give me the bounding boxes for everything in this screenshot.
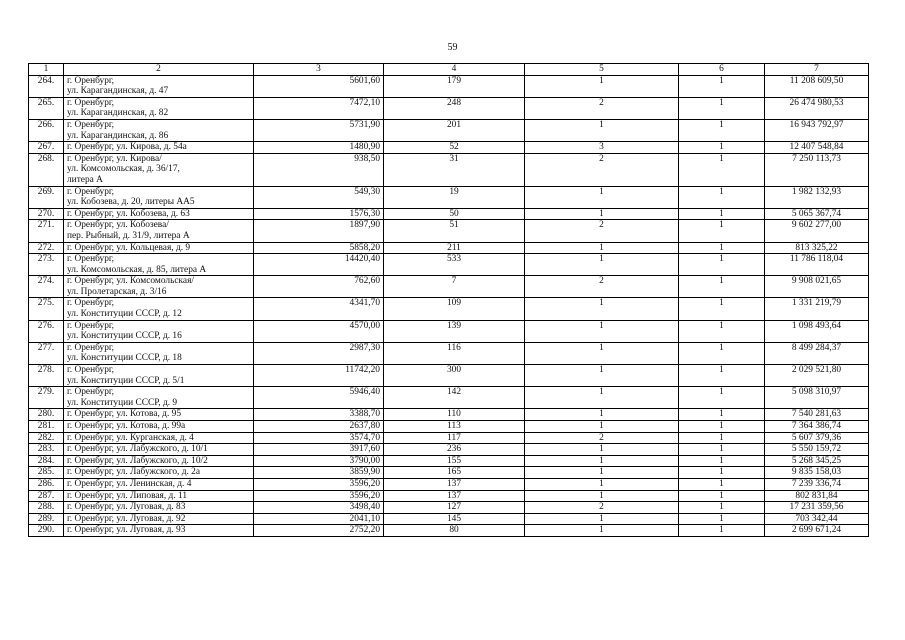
address-line: г. Оренбург, ул. Луговая, д. 92 xyxy=(67,513,186,524)
col4-value: 236 xyxy=(384,444,525,456)
address-cell xyxy=(64,490,254,502)
column-header: 5 xyxy=(525,64,679,76)
col3-value: 3388,70 xyxy=(254,409,384,421)
col3-value: 5601,60 xyxy=(254,75,384,97)
address-cell xyxy=(64,409,254,421)
address-line: г. Оренбург, xyxy=(67,254,115,265)
col7-value: 2 029 521,80 xyxy=(765,365,869,387)
address-cell xyxy=(64,455,254,467)
col4-value: 155 xyxy=(384,455,525,467)
col7-value: 11 786 118,04 xyxy=(765,254,869,276)
col5-value: 1 xyxy=(525,387,679,409)
address-line: г. Оренбург, ул. Кобозева, д. 63 xyxy=(67,208,190,219)
row-number: 267. xyxy=(29,142,64,154)
row-number: 273. xyxy=(29,254,64,276)
col3-value: 7472,10 xyxy=(254,97,384,119)
address-cell xyxy=(64,342,254,364)
row-number: 276. xyxy=(29,320,64,342)
table-row xyxy=(29,97,869,119)
col5-value: 1 xyxy=(525,467,679,479)
col7-value: 7 364 386,74 xyxy=(765,421,869,433)
address-line: г. Оренбург, xyxy=(67,342,115,353)
row-number: 282. xyxy=(29,432,64,444)
col7-value: 12 407 548,84 xyxy=(765,142,869,154)
col5-value: 1 xyxy=(525,365,679,387)
table-row xyxy=(29,409,869,421)
table-row xyxy=(29,220,869,242)
address-cell xyxy=(64,119,254,141)
address-cell xyxy=(64,320,254,342)
col4-value: 116 xyxy=(384,342,525,364)
address-line: ул. Конституции СССР, д. 5/1 xyxy=(67,375,185,386)
col7-value: 7 239 336,74 xyxy=(765,478,869,490)
row-number: 277. xyxy=(29,342,64,364)
table-row xyxy=(29,119,869,141)
col4-value: 248 xyxy=(384,97,525,119)
address-cell xyxy=(64,502,254,514)
col5-value: 2 xyxy=(525,220,679,242)
table-row xyxy=(29,365,869,387)
address-line: г. Оренбург, xyxy=(67,97,115,108)
address-line: г. Оренбург, xyxy=(67,298,115,309)
col4-value: 19 xyxy=(384,186,525,208)
col5-value: 1 xyxy=(525,254,679,276)
table-row xyxy=(29,75,869,97)
col4-value: 31 xyxy=(384,153,525,186)
address-line: ул. Карагандинская, д. 82 xyxy=(67,108,169,119)
row-number: 284. xyxy=(29,455,64,467)
row-number: 270. xyxy=(29,208,64,220)
address-cell xyxy=(64,513,254,525)
col6-value: 1 xyxy=(679,365,765,387)
address-line: ул. Кобозева, д. 20, литеры АА5 xyxy=(67,197,195,208)
col4-value: 139 xyxy=(384,320,525,342)
col7-value: 5 268 345,25 xyxy=(765,455,869,467)
col5-value: 1 xyxy=(525,478,679,490)
table-row xyxy=(29,478,869,490)
col6-value: 1 xyxy=(679,97,765,119)
address-line: г. Оренбург, xyxy=(67,186,115,197)
col7-value: 5 065 367,74 xyxy=(765,208,869,220)
address-line: ул. Карагандинская, д. 47 xyxy=(67,86,169,97)
col3-value: 549,30 xyxy=(254,186,384,208)
address-line: г. Оренбург, xyxy=(67,387,115,398)
col6-value: 1 xyxy=(679,220,765,242)
col3-value: 4341,70 xyxy=(254,298,384,320)
col3-value: 3596,20 xyxy=(254,478,384,490)
col4-value: 145 xyxy=(384,513,525,525)
table-row xyxy=(29,254,869,276)
address-line: г. Оренбург, ул. Кобозева/ xyxy=(67,220,169,231)
address-line: г. Оренбург, xyxy=(67,75,115,86)
row-number: 285. xyxy=(29,467,64,479)
address-cell xyxy=(64,387,254,409)
col5-value: 1 xyxy=(525,444,679,456)
col3-value: 2637,80 xyxy=(254,421,384,433)
address-cell xyxy=(64,142,254,154)
col4-value: 109 xyxy=(384,298,525,320)
address-line: г. Оренбург, ул. Курганская, д. 4 xyxy=(67,432,194,443)
col3-value: 3574,70 xyxy=(254,432,384,444)
col4-value: 50 xyxy=(384,208,525,220)
col3-value: 2041,10 xyxy=(254,513,384,525)
col5-value: 1 xyxy=(525,421,679,433)
col3-value: 1480,90 xyxy=(254,142,384,154)
col6-value: 1 xyxy=(679,142,765,154)
address-line: ул. Пролетарская, д. 3/16 xyxy=(67,286,167,297)
address-line: г. Оренбург, ул. Лабужского, д. 10/1 xyxy=(67,444,208,455)
col4-value: 51 xyxy=(384,220,525,242)
col5-value: 1 xyxy=(525,513,679,525)
col6-value: 1 xyxy=(679,432,765,444)
table-row xyxy=(29,153,869,186)
col6-value: 1 xyxy=(679,342,765,364)
col4-value: 211 xyxy=(384,242,525,254)
table-row xyxy=(29,142,869,154)
col7-value: 5 550 159,72 xyxy=(765,444,869,456)
address-line: ул. Конституции СССР, д. 18 xyxy=(67,353,182,364)
col7-value: 1 331 219,79 xyxy=(765,298,869,320)
col4-value: 533 xyxy=(384,254,525,276)
col7-value: 813 325,22 xyxy=(765,242,869,254)
col6-value: 1 xyxy=(679,467,765,479)
col6-value: 1 xyxy=(679,276,765,298)
col5-value: 2 xyxy=(525,502,679,514)
address-line: г. Оренбург, ул. Луговая, д. 83 xyxy=(67,502,186,513)
column-header: 4 xyxy=(384,64,525,76)
row-number: 266. xyxy=(29,119,64,141)
col7-value: 5 607 379,36 xyxy=(765,432,869,444)
col4-value: 113 xyxy=(384,421,525,433)
page-number: 59 xyxy=(447,42,458,53)
col3-value: 11742,20 xyxy=(254,365,384,387)
address-line: ул. Конституции СССР, д. 12 xyxy=(67,309,182,320)
address-cell xyxy=(64,186,254,208)
col4-value: 127 xyxy=(384,502,525,514)
address-line: г. Оренбург, ул. Луговая, д. 93 xyxy=(67,525,186,536)
address-cell xyxy=(64,525,254,537)
col7-value: 16 943 792,97 xyxy=(765,119,869,141)
col6-value: 1 xyxy=(679,387,765,409)
row-number: 288. xyxy=(29,502,64,514)
address-cell xyxy=(64,432,254,444)
address-line: ул. Комсомольская, д. 85, литера А xyxy=(67,264,207,275)
address-line: ул. Комсомольская, д. 36/17, xyxy=(67,164,180,175)
row-number: 268. xyxy=(29,153,64,186)
col4-value: 300 xyxy=(384,365,525,387)
col5-value: 1 xyxy=(525,75,679,97)
col7-value: 1 982 132,93 xyxy=(765,186,869,208)
col4-value: 7 xyxy=(384,276,525,298)
col4-value: 110 xyxy=(384,409,525,421)
col5-value: 3 xyxy=(525,142,679,154)
header-row xyxy=(29,64,869,76)
address-cell xyxy=(64,276,254,298)
col7-value: 17 231 359,56 xyxy=(765,502,869,514)
row-number: 272. xyxy=(29,242,64,254)
table-body xyxy=(29,75,869,536)
col4-value: 137 xyxy=(384,478,525,490)
address-line: г. Оренбург, ул. Кирова/ xyxy=(67,153,162,164)
column-header: 2 xyxy=(64,64,254,76)
col7-value: 2 699 671,24 xyxy=(765,525,869,537)
table-row xyxy=(29,387,869,409)
address-line: г. Оренбург, ул. Ленинская, д. 4 xyxy=(67,478,192,489)
address-cell xyxy=(64,254,254,276)
col3-value: 5858,20 xyxy=(254,242,384,254)
row-number: 283. xyxy=(29,444,64,456)
address-line: литера А xyxy=(67,174,103,185)
address-cell xyxy=(64,298,254,320)
col5-value: 1 xyxy=(525,186,679,208)
address-line: г. Оренбург, ул. Котова, д. 99а xyxy=(67,421,186,431)
col7-value: 26 474 980,53 xyxy=(765,97,869,119)
col6-value: 1 xyxy=(679,502,765,514)
col7-value: 11 208 609,50 xyxy=(765,75,869,97)
col3-value: 938,50 xyxy=(254,153,384,186)
col5-value: 1 xyxy=(525,242,679,254)
col4-value: 137 xyxy=(384,490,525,502)
row-number: 280. xyxy=(29,409,64,421)
col6-value: 1 xyxy=(679,153,765,186)
address-line: г. Оренбург, ул. Комсомольская/ xyxy=(67,276,195,287)
column-header: 6 xyxy=(679,64,765,76)
col4-value: 142 xyxy=(384,387,525,409)
row-number: 274. xyxy=(29,276,64,298)
row-number: 290. xyxy=(29,525,64,537)
col3-value: 1576,30 xyxy=(254,208,384,220)
col3-value: 1897,90 xyxy=(254,220,384,242)
row-number: 287. xyxy=(29,490,64,502)
table-row xyxy=(29,467,869,479)
col3-value: 3859,90 xyxy=(254,467,384,479)
table-row xyxy=(29,298,869,320)
col5-value: 1 xyxy=(525,490,679,502)
col7-value: 5 098 310,97 xyxy=(765,387,869,409)
table-row xyxy=(29,502,869,514)
col5-value: 1 xyxy=(525,208,679,220)
col6-value: 1 xyxy=(679,186,765,208)
col3-value: 14420,40 xyxy=(254,254,384,276)
address-cell xyxy=(64,365,254,387)
table-row xyxy=(29,242,869,254)
row-number: 269. xyxy=(29,186,64,208)
table-row xyxy=(29,455,869,467)
col5-value: 1 xyxy=(525,119,679,141)
address-cell xyxy=(64,421,254,433)
address-line: ул. Конституции СССР, д. 16 xyxy=(67,331,182,342)
col3-value: 3596,20 xyxy=(254,490,384,502)
address-cell xyxy=(64,220,254,242)
table-row xyxy=(29,421,869,433)
col4-value: 117 xyxy=(384,432,525,444)
table-row xyxy=(29,513,869,525)
col5-value: 2 xyxy=(525,97,679,119)
address-cell xyxy=(64,153,254,186)
row-number: 264. xyxy=(29,75,64,97)
address-cell xyxy=(64,208,254,220)
col5-value: 1 xyxy=(525,409,679,421)
row-number: 281. xyxy=(29,421,64,433)
col6-value: 1 xyxy=(679,208,765,220)
address-cell xyxy=(64,478,254,490)
address-line: г. Оренбург, ул. Лабужского, д. 2а xyxy=(67,467,201,478)
col7-value: 9 602 277,00 xyxy=(765,220,869,242)
col6-value: 1 xyxy=(679,320,765,342)
col6-value: 1 xyxy=(679,75,765,97)
table-row xyxy=(29,342,869,364)
address-line: г. Оренбург, ул. Лабужского, д. 10/2 xyxy=(67,455,208,466)
address-line: г. Оренбург, ул. Липовая, д. 11 xyxy=(67,490,188,501)
address-cell xyxy=(64,97,254,119)
col5-value: 1 xyxy=(525,298,679,320)
col4-value: 201 xyxy=(384,119,525,141)
col6-value: 1 xyxy=(679,444,765,456)
row-number: 265. xyxy=(29,97,64,119)
col4-value: 179 xyxy=(384,75,525,97)
col4-value: 165 xyxy=(384,467,525,479)
col7-value: 8 499 284,37 xyxy=(765,342,869,364)
address-cell xyxy=(64,75,254,97)
table-row xyxy=(29,444,869,456)
col7-value: 7 250 113,73 xyxy=(765,153,869,186)
address-line: г. Оренбург, xyxy=(67,365,115,376)
col5-value: 2 xyxy=(525,432,679,444)
col6-value: 1 xyxy=(679,242,765,254)
col6-value: 1 xyxy=(679,478,765,490)
col6-value: 1 xyxy=(679,298,765,320)
col5-value: 1 xyxy=(525,320,679,342)
data-table xyxy=(28,63,869,537)
col3-value: 2987,30 xyxy=(254,342,384,364)
row-number: 279. xyxy=(29,387,64,409)
col3-value: 5731,90 xyxy=(254,119,384,141)
col6-value: 1 xyxy=(679,421,765,433)
table-row xyxy=(29,490,869,502)
col3-value: 5946,40 xyxy=(254,387,384,409)
address-line: г. Оренбург, ул. Кирова, д. 54а xyxy=(67,142,187,153)
col5-value: 2 xyxy=(525,276,679,298)
col5-value: 1 xyxy=(525,525,679,537)
address-line: ул. Конституции СССР, д. 9 xyxy=(67,397,178,408)
col7-value: 9 835 158,03 xyxy=(765,467,869,479)
col6-value: 1 xyxy=(679,490,765,502)
row-number: 278. xyxy=(29,365,64,387)
table-row xyxy=(29,525,869,537)
column-header: 3 xyxy=(254,64,384,76)
row-number: 271. xyxy=(29,220,64,242)
col5-value: 1 xyxy=(525,342,679,364)
col7-value: 9 908 021,65 xyxy=(765,276,869,298)
col6-value: 1 xyxy=(679,119,765,141)
col4-value: 52 xyxy=(384,142,525,154)
column-header: 7 xyxy=(765,64,869,76)
address-line: пер. Рыбный, д. 31/9, литера А xyxy=(67,230,190,241)
col3-value: 3917,60 xyxy=(254,444,384,456)
table-row xyxy=(29,320,869,342)
column-header: 1 xyxy=(29,64,64,76)
col6-value: 1 xyxy=(679,409,765,421)
col3-value: 762,60 xyxy=(254,276,384,298)
col6-value: 1 xyxy=(679,513,765,525)
table-row xyxy=(29,186,869,208)
col6-value: 1 xyxy=(679,455,765,467)
address-line: г. Оренбург, xyxy=(67,119,115,130)
col7-value: 802 831,84 xyxy=(765,490,869,502)
col6-value: 1 xyxy=(679,254,765,276)
address-line: г. Оренбург, ул. Кольцевая, д. 9 xyxy=(67,242,191,253)
row-number: 289. xyxy=(29,513,64,525)
address-line: г. Оренбург, ул. Котова, д. 95 xyxy=(67,409,182,420)
col7-value: 1 098 493,64 xyxy=(765,320,869,342)
address-cell xyxy=(64,467,254,479)
col5-value: 2 xyxy=(525,153,679,186)
col4-value: 80 xyxy=(384,525,525,537)
col5-value: 1 xyxy=(525,455,679,467)
col3-value: 3790,00 xyxy=(254,455,384,467)
address-cell xyxy=(64,444,254,456)
table-row xyxy=(29,208,869,220)
address-line: ул. Карагандинская, д. 86 xyxy=(67,130,169,141)
table-row xyxy=(29,276,869,298)
col3-value: 3498,40 xyxy=(254,502,384,514)
col6-value: 1 xyxy=(679,525,765,537)
address-cell xyxy=(64,242,254,254)
col7-value: 703 342,44 xyxy=(765,513,869,525)
col3-value: 2752,20 xyxy=(254,525,384,537)
address-line: г. Оренбург, xyxy=(67,320,115,331)
col7-value: 7 540 281,63 xyxy=(765,409,869,421)
table-row xyxy=(29,432,869,444)
row-number: 286. xyxy=(29,478,64,490)
col3-value: 4570,00 xyxy=(254,320,384,342)
row-number: 275. xyxy=(29,298,64,320)
